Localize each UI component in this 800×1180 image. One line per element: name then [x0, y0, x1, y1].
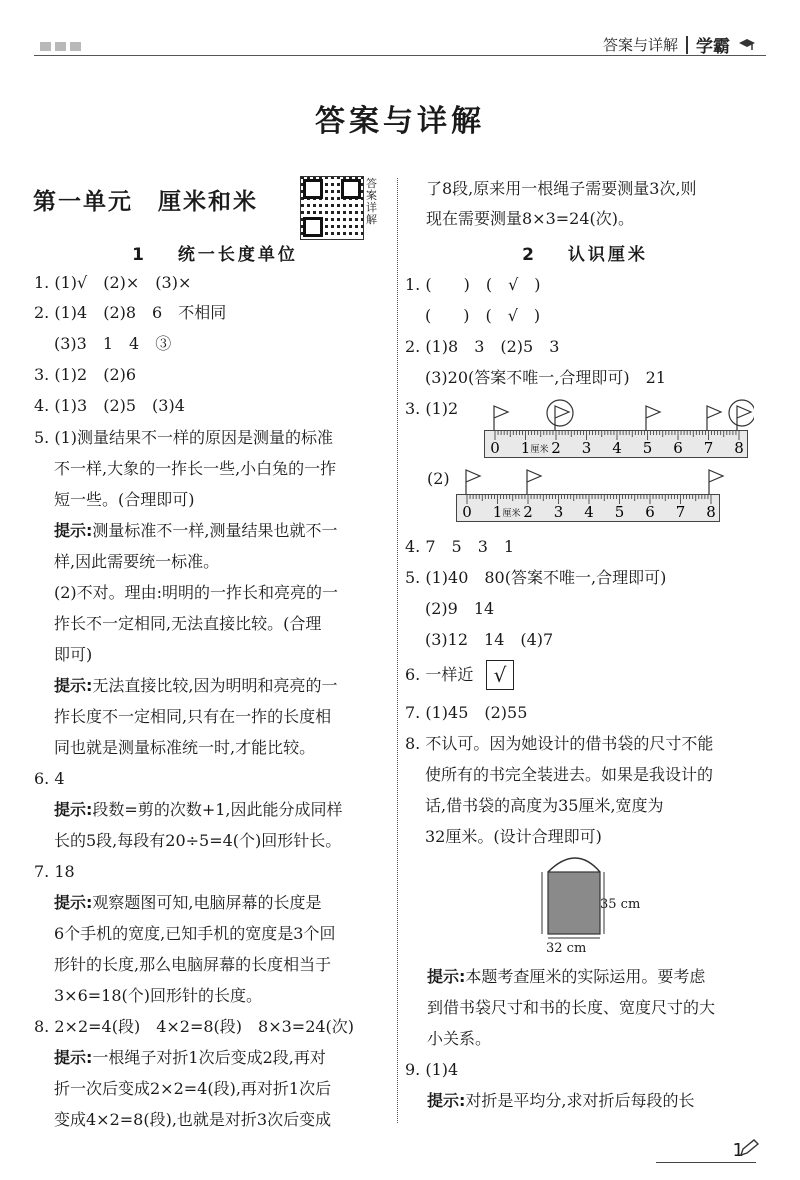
- section-number: 2: [522, 245, 537, 265]
- ruler-number: 0: [462, 503, 472, 521]
- answer-line: 提示:无法直接比较,因为明明和亮亮的一: [54, 676, 338, 695]
- ruler-number: 6: [645, 503, 655, 521]
- ruler-number: 1: [520, 439, 531, 457]
- flag-marker: [646, 406, 660, 430]
- section-heading-1: [40, 240, 390, 265]
- ruler-number: 7: [675, 503, 686, 521]
- answer-line: 拃长度不一定相同,只有在一拃的长度相: [54, 707, 332, 726]
- answer-line: 2. (1)4 (2)8 6 不相同: [34, 303, 227, 322]
- ruler-number: 3: [553, 503, 564, 521]
- flag-marker: [707, 406, 721, 430]
- ruler-2-flags: [456, 466, 726, 496]
- section-title: 认识厘米: [567, 245, 648, 265]
- ruler-number: 7: [703, 439, 714, 457]
- answer-line: 提示:测量标准不一样,测量结果也就不一: [54, 521, 338, 540]
- answer-line: 4. (1)3 (2)5 (3)4: [34, 396, 185, 415]
- answer-line: 5. (1)测量结果不一样的原因是测量的标准: [34, 428, 334, 447]
- qr-label: 答案详解: [366, 177, 377, 226]
- answer-line: 了8段,原来用一根绳子需要测量3次,则: [426, 179, 697, 198]
- answer-line: 2. (1)8 3 (2)5 3: [405, 337, 560, 356]
- answer-line: 6个手机的宽度,已知手机的宽度是3个回: [54, 924, 336, 943]
- answer-line: 提示:观察题图可知,电脑屏幕的长度是: [54, 893, 322, 912]
- ruler-unit: 厘米: [502, 509, 521, 519]
- answer-line: (3)3 1 4 ③: [54, 334, 172, 353]
- section-number: 1: [132, 245, 147, 265]
- answer-line: 不一样,大象的一拃长一些,小白兔的一拃: [54, 459, 337, 478]
- answer-line: 使所有的书完全装进去。如果是我设计的: [425, 765, 714, 784]
- answer-line: 7. 18: [34, 862, 75, 881]
- graduation-cap-icon: [738, 37, 756, 53]
- ruler-number: 0: [490, 439, 500, 457]
- ruler-2: [456, 494, 720, 522]
- page-title: 答案与详解: [315, 104, 485, 139]
- running-header: [603, 32, 756, 57]
- answer-line: 话,借书袋的高度为35厘米,宽度为: [425, 796, 664, 815]
- page-number: 1: [732, 1140, 744, 1161]
- q6-answer: 6. 一样近: [405, 665, 474, 684]
- bag-height-label: 35 cm: [600, 897, 641, 912]
- answer-line: 7. (1)45 (2)55: [405, 703, 528, 722]
- answer-line: 到借书袋尺寸和书的长度、宽度尺寸的大: [427, 998, 716, 1017]
- header-decoration: [40, 42, 81, 51]
- answer-line: 32厘米。(设计合理即可): [425, 827, 602, 846]
- answer-line: (3)20(答案不唯一,合理即可) 21: [425, 368, 666, 387]
- answer-line: 提示:一根绳子对折1次后变成2段,再对: [54, 1048, 326, 1067]
- ruler-number: 4: [612, 439, 622, 457]
- q6-checkbox: √: [486, 660, 514, 690]
- ruler-number: 4: [584, 503, 594, 521]
- answer-line: 提示:本题考查厘米的实际运用。要考虑: [427, 967, 706, 986]
- flag-marker: [729, 400, 754, 430]
- bag-width-label: 32 cm: [546, 941, 587, 956]
- answer-line: 9. (1)4: [405, 1060, 459, 1079]
- ruler-number: 5: [614, 503, 625, 521]
- answer-line: 形针的长度,那么电脑屏幕的长度相当于: [54, 955, 332, 974]
- section-title: 统一长度单位: [177, 245, 298, 265]
- answer-line: 提示:段数=剪的次数+1,因此能分成同样: [54, 800, 343, 819]
- qr-code[interactable]: [300, 176, 364, 240]
- answer-line: 折一次后变成2×2=4(段),再对折1次后: [54, 1079, 332, 1098]
- column-divider: [397, 178, 398, 1123]
- answer-line: 样,因此需要统一标准。: [54, 552, 220, 571]
- answer-line: 1. (1)√ (2)× (3)×: [34, 273, 192, 292]
- header-section: 答案与详解: [602, 36, 678, 54]
- answer-line: 3. (1)2: [405, 399, 459, 418]
- ruler-number: 8: [734, 439, 744, 457]
- flag-marker: [466, 470, 480, 494]
- ruler-number: 2: [523, 503, 533, 521]
- ruler-2-label: (2): [427, 469, 450, 488]
- ruler-number: 1: [492, 503, 503, 521]
- footer-rule: [656, 1162, 756, 1163]
- answer-line: (2)9 14: [425, 599, 495, 618]
- answer-line: 长的5段,每段有20÷5=4(个)回形针长。: [54, 831, 342, 850]
- answer-line: 5. (1)40 80(答案不唯一,合理即可): [405, 568, 667, 587]
- ruler-unit: 厘米: [530, 445, 549, 455]
- answer-line: (2)不对。理由:明明的一拃长和亮亮的一: [54, 583, 339, 602]
- answer-line: 4. 7 5 3 1: [405, 537, 515, 556]
- ruler-1-flags: [484, 396, 754, 432]
- flag-marker: [547, 400, 573, 430]
- answer-line: 3×6=18(个)回形针的长度。: [54, 986, 263, 1005]
- answer-line: 8. 不认可。因为她设计的借书袋的尺寸不能: [405, 734, 714, 753]
- flag-marker: [494, 406, 508, 430]
- brand-logo: 学霸: [696, 37, 730, 57]
- answer-line: 同也就是测量标准统一时,才能比较。: [54, 738, 316, 757]
- ruler-number: 2: [551, 439, 561, 457]
- ruler-number: 5: [642, 439, 653, 457]
- answer-line: ( ) ( √ ): [425, 306, 541, 325]
- answer-line: 即可): [54, 645, 93, 664]
- answer-line: 拃长不一定相同,无法直接比较。(合理: [54, 614, 322, 633]
- answer-line: 3. (1)2 (2)6: [34, 365, 137, 384]
- unit-title: 第一单元 厘米和米: [33, 189, 258, 215]
- ruler-number: 8: [706, 503, 716, 521]
- answer-line: 现在需要测量8×3=24(次)。: [426, 209, 635, 228]
- flag-marker: [709, 470, 723, 494]
- answer-line: 6. 4: [34, 769, 65, 788]
- answer-line: 变成4×2=8(段),也就是对折3次后变成: [54, 1110, 332, 1129]
- answer-line: 8. 2×2=4(段) 4×2=8(段) 8×3=24(次): [34, 1017, 355, 1036]
- answer-line: 提示:对折是平均分,求对折后每段的长: [427, 1091, 695, 1110]
- answer-line: 小关系。: [427, 1029, 492, 1048]
- answer-line: (3)12 14 (4)7: [425, 630, 554, 649]
- pencil-icon: [738, 1138, 760, 1158]
- answer-line: 短一些。(合理即可): [54, 490, 195, 509]
- ruler-1: [484, 430, 748, 458]
- answer-line: 1. ( ) ( √ ): [405, 275, 541, 294]
- header-separator: [686, 36, 688, 54]
- flag-marker: [527, 470, 541, 494]
- ruler-number: 3: [581, 439, 592, 457]
- section-heading-2: [405, 240, 765, 265]
- ruler-number: 6: [673, 439, 683, 457]
